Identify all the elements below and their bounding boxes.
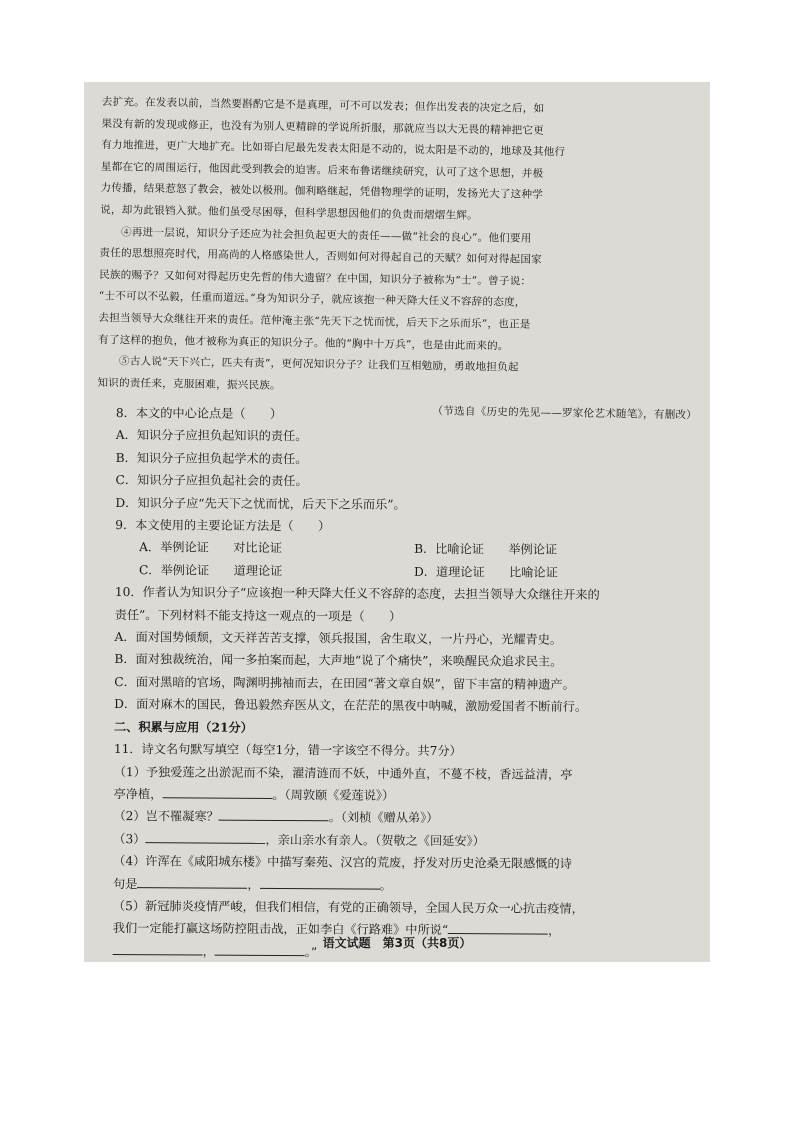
- question-8-option-a: A．知识分子应担负起知识的责任。: [115, 428, 308, 444]
- section-heading: 二、积累与应用（21分）: [113, 719, 253, 735]
- question-10-option-d: D．面对麻木的国民，鲁迅毅然弃医从文，在茫茫的黑夜中呐喊，激励爱国者不断前行。: [114, 697, 588, 715]
- essay-excerpt: [97, 92, 702, 427]
- fill-text: ，: [247, 877, 260, 892]
- question-9-option-d: D．道理论证 比喻论证: [413, 564, 558, 580]
- fill-text: ，亲山亲水有亲人。（贺敬之《回延安》）: [265, 832, 485, 848]
- question-10-stem: 10．作者认为知识分子“应该抱一种天降大任义不容辞的态度，去担当领导大众继往开来的: [114, 585, 600, 603]
- essay-line: 知识的责任来，克服困难，振兴民族。: [97, 376, 282, 392]
- essay-line: 果没有新的发现或修正，也没有为别人更精辟的学说所折服，那就应当以大无畏的精神把它更: [101, 117, 545, 137]
- answer-blank[interactable]: [162, 783, 272, 799]
- fill-text: 。（刘桢《赠从弟》）: [328, 810, 439, 826]
- essay-line: 星都在它的周围运行，他因此受到教会的迫害。后来布鲁诺继续研究，认可了这个思想，并极: [100, 160, 544, 180]
- photographed-page: [84, 82, 710, 962]
- question-8-option-d: D．知识分子应“先天下之忧而忧，后天下之乐而乐”。: [115, 495, 406, 512]
- question-11-stem: 11．诗文名句默写填空（每空1分，错一字该空不得分。共7分）: [113, 742, 462, 759]
- fill-text: （2）岂不罹凝寒？: [113, 809, 219, 824]
- question-11-item-5: （5）新冠肺炎疫情严峻，但我们相信，有党的正确领导，全国人民万众一心抗击疫情，: [112, 898, 584, 916]
- question-8-option-b: B．知识分子应担负起学术的责任。: [115, 450, 308, 466]
- essay-line: 民族的赐予？又如何对得起历史先哲的伟大遗留？在中国，知识分子被称为“士”。曾子说：: [99, 268, 532, 288]
- page-footer: 语文试题 第3页（共8页）: [322, 936, 472, 950]
- question-10-stem-cont: 责任”。下列材料不能支持这一观点的一项是（ ）: [114, 607, 402, 624]
- answer-blank[interactable]: [137, 873, 247, 889]
- question-10-option-b: B．面对独裁统治，闻一多拍案而起，大声地“说了个痛快”，来唤醒民众追求民主。: [114, 652, 563, 670]
- fill-text: 亭净植，: [113, 786, 163, 802]
- essay-line: 有了这样的抱负，他才被称为真正的知识分子。他的“胸中十万兵”，也是由此而来的。: [98, 333, 509, 352]
- question-9-stem: 9．本文使用的主要论证方法是（ ）: [115, 518, 331, 534]
- answer-blank[interactable]: [145, 828, 265, 844]
- fill-text: ，: [548, 923, 561, 939]
- answer-blank[interactable]: [219, 806, 329, 822]
- question-8-option-c: C．知识分子应担负起社会的责任。: [115, 473, 308, 489]
- question-11-item-4: （4）许浑在《咸阳城东楼》中描写秦苑、汉宫的荒废，抒发对历史沧桑无限感慨的诗: [113, 854, 572, 871]
- essay-line: 力传播，结果惹怒了教会，被处以极刑。伽利略继起，凭借物理学的证明，发扬光大了这种学: [100, 182, 544, 202]
- question-8-stem: 8．本文的中心论点是（ ）: [115, 405, 283, 422]
- exam-page: [84, 82, 710, 962]
- fill-text: 我们一定能打赢这场防控阻击战，正如李白《行路难》中所说“: [112, 921, 449, 938]
- essay-line: 有力地推进，更广大地扩充。比如哥白尼最先发表太阳是不动的，说太阳是不动的，地球及其他行: [101, 139, 566, 159]
- fill-text: 。”: [304, 944, 318, 959]
- essay-source: （节选自《历史的先见——罗家伦艺术随笔》，有删改）: [432, 405, 698, 422]
- question-block: [113, 402, 696, 962]
- answer-blank[interactable]: [260, 873, 380, 889]
- question-9-option-a: A．举例论证 对比论证: [139, 540, 283, 556]
- essay-line: “士不可以不弘毅，任重而道远。”身为知识分子，就应该抱一种天降大任义不容辞的态度，: [98, 290, 526, 310]
- question-10-option-a: A．面对国势倾颓，文天祥苦苦支撑，领兵报国，舍生取义，一片丹心，光耀青史。: [114, 630, 563, 647]
- fill-text: ，: [202, 944, 215, 959]
- answer-blank[interactable]: [448, 919, 548, 935]
- essay-line: 去担当领导大众继往开来的责任。范仲淹主张“先天下之忧而忧，后天下之乐而乐”，也正是: [98, 311, 531, 331]
- essay-line: 去扩充。在发表以前，当然要斟酌它是不是真理，可不可以发表；但作出发表的决定之后，如: [101, 95, 545, 115]
- essay-line: ⑤古人说“天下兴亡，匹夫有责”，更何况知识分子？让我们互相勉励，勇敢地担负起: [118, 355, 519, 374]
- fill-text: （3）: [113, 831, 146, 846]
- question-11-item-1: （1）予独爱莲之出淤泥而不染，濯清涟而不妖，中通外直，不蔓不枝，香远益清，亭: [113, 764, 573, 782]
- fill-text: 。: [379, 878, 392, 893]
- question-9-option-c: C．举例论证 道理论证: [138, 562, 283, 578]
- fill-text: 句是: [113, 876, 138, 891]
- essay-line: 说，却为此银铛入狱。他们虽受尽困辱，但科学思想因他们的负责而熠熠生辉。: [100, 203, 478, 222]
- essay-line: ④再进一层说，知识分子还应为社会担负起更大的责任——做“社会的良心”。他们要用: [120, 225, 532, 245]
- question-10-option-c: C．面对黑暗的官场，陶渊明拂袖而去，在田园“著文章自娱”，留下丰富的精神遗产。: [114, 674, 575, 692]
- question-9-option-b: B．比喻论证 举例论证: [414, 542, 558, 558]
- fill-text: 。（周敦颐《爱莲说》）: [272, 787, 395, 803]
- essay-line: 责任的思想照亮时代，用高尚的人格感染世人，否则如何对得起自己的天赋？如何对得起国家: [99, 247, 543, 267]
